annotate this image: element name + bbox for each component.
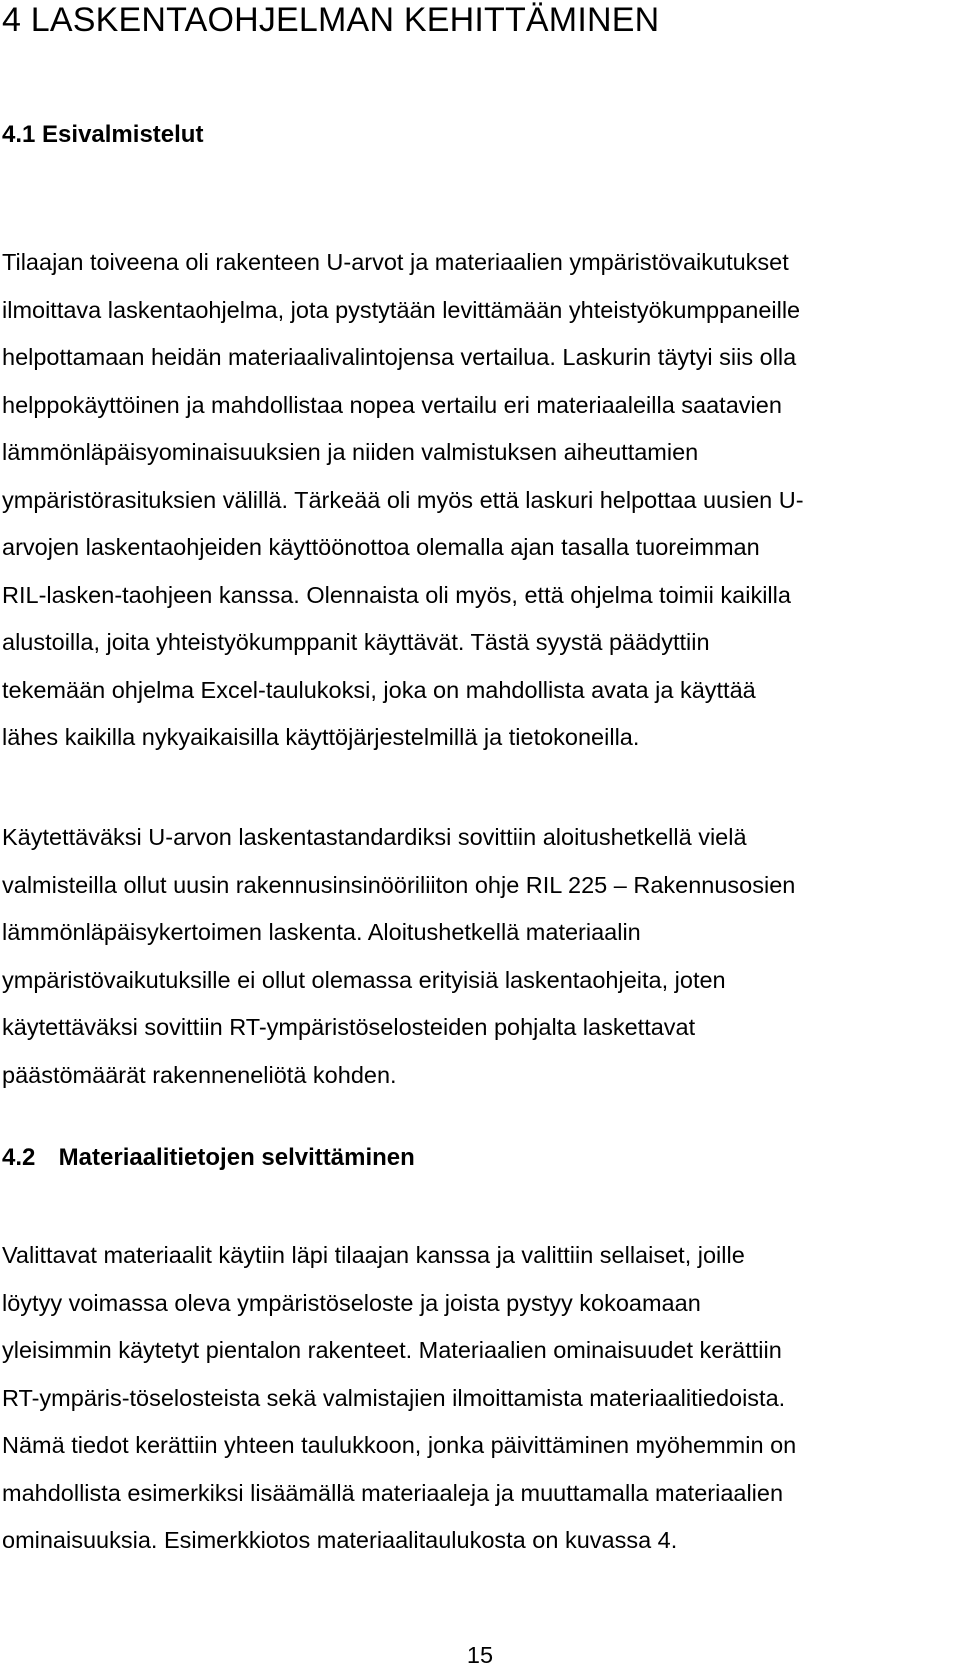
text-line: mahdollista esimerkiksi lisäämällä materiaaleja ja muuttamalla materiaalien (2, 1479, 784, 1506)
text-line: ominaisuuksia. Esimerkkiotos materiaalitaulukosta on kuvassa 4. (2, 1527, 678, 1553)
paragraph-intro (2, 239, 960, 762)
paragraph-standards (2, 814, 960, 1099)
text-line: lämmönläpäisykertoimen laskenta. Aloitushetkellä materiaalin (2, 919, 641, 945)
text-line: Käytettäväksi U-arvon laskentastandardiksi sovittiin aloitushetkellä vielä (2, 824, 747, 850)
text-line: RIL-lasken-taohjeen kanssa. Olennaista oli myös, että ohjelma toimii kaikilla (2, 581, 791, 608)
text-line: löytyy voimassa oleva ympäristöseloste ja joista pystyy kokoamaan (2, 1289, 701, 1316)
section-heading-esivalmistelut (2, 120, 203, 150)
text-line: valmisteilla ollut uusin rakennusinsinööriliiton ohje RIL 225 – Rakennusosien (2, 871, 796, 898)
text-line: alustoilla, joita yhteistyökumppanit käyttävät. Tästä syystä päädyttiin (2, 629, 710, 655)
text-line: Valittavat materiaalit käytiin läpi tilaajan kanssa ja valittiin sellaiset, joille (2, 1242, 745, 1268)
text-line: päästömäärät rakenneneliötä kohden. (2, 1061, 397, 1088)
text-line: yleisimmin käytetyt pientalon rakenteet. Materiaalien ominaisuudet kerättiin (2, 1337, 782, 1363)
text-line: arvojen laskentaohjeiden käyttöönottoa olemalla ajan tasalla tuoreimman (2, 534, 760, 560)
text-line: ympäristörasituksien välillä. Tärkeää oli myös että laskuri helpottaa uusien U- (2, 486, 804, 513)
text-line: helpottamaan heidän materiaalivalintojensa vertailua. Laskurin täytyi siis olla (2, 344, 797, 370)
section-number: 4.2 (2, 1144, 36, 1171)
text-line: ilmoittava laskentaohjelma, jota pystytään levittämään yhteistyökumppaneille (2, 296, 801, 323)
chapter-heading: 4 LASKENTAOHJELMAN KEHITTÄMINEN (2, 1, 660, 39)
section-title: Materiaalitietojen selvittäminen (58, 1144, 415, 1171)
text-line: RT-ympäris-töselosteista sekä valmistajien ilmoittamista materiaalitiedoista. (2, 1384, 786, 1411)
section-number: 4.1 (2, 121, 36, 148)
text-line: helppokäyttöinen ja mahdollistaa nopea vertailu eri materiaaleilla saatavien (2, 391, 782, 418)
page-number: 15 (466, 1642, 494, 1668)
text-line: ympäristövaikutuksille ei ollut olemassa erityisiä laskentaohjeita, joten (2, 966, 726, 993)
paragraph-materials (2, 1232, 960, 1565)
text-line: tekemään ohjelma Excel-taulukoksi, joka on mahdollista avata ja käyttää (2, 676, 756, 703)
text-line: Tilaajan toiveena oli rakenteen U-arvot ja materiaalien ympäristövaikutukset (2, 249, 789, 275)
text-line: Nämä tiedot kerättiin yhteen taulukkoon, jonka päivittäminen myöhemmin on (2, 1432, 797, 1458)
text-line: lähes kaikilla nykyaikaisilla käyttöjärjestelmillä ja tietokoneilla. (2, 724, 640, 750)
text-line: lämmönläpäisyominaisuuksien ja niiden valmistuksen aiheuttamien (2, 439, 699, 465)
section-title: Esivalmistelut (42, 121, 204, 148)
text-line: käytettäväksi sovittiin RT-ympäristöselosteiden pohjalta laskettavat (2, 1014, 696, 1040)
section-heading-materiaalitietojen (2, 1143, 415, 1173)
